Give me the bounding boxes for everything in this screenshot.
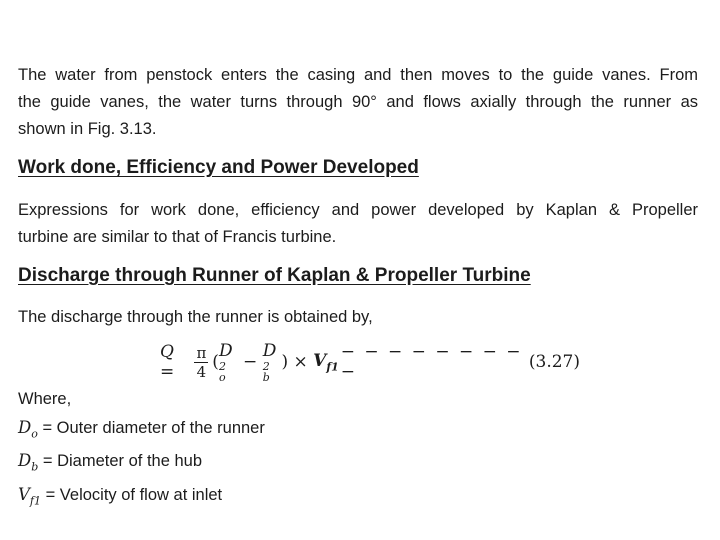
definition-flow-velocity: $V_{f1}$ = Velocity of flow at inlet: [18, 485, 223, 508]
discharge-intro: The discharge through the runner is obtained by,: [18, 308, 373, 326]
minus-sign: −: [237, 352, 263, 372]
expressions-line-1: Expressions for work done, efficiency and power developed by Kaplan & Propeller: [18, 201, 698, 219]
pi-over-four-fraction: [194, 344, 208, 381]
expressions-line-2: turbine are similar to that of Francis turbine.: [18, 228, 337, 246]
discharge-equation: [160, 340, 580, 384]
intro-paragraph: [18, 62, 698, 143]
outer-diameter-term: D 2 o: [218, 341, 233, 384]
expressions-paragraph: [18, 197, 698, 251]
heading-discharge: Discharge through Runner of Kaplan & Propeller Turbine: [18, 265, 531, 286]
paren-close-times: ) ×: [281, 352, 314, 372]
heading-work-done: Work done, Efficiency and Power Developed: [18, 157, 419, 178]
definitions-list: [18, 386, 265, 515]
flow-velocity-term: $V_{f1}$: [313, 350, 339, 374]
where-label: Where,: [18, 390, 72, 408]
intro-line-1: The water from penstock enters the casing and then moves to the guide vanes. From: [18, 66, 698, 84]
equation-number: (3.27): [528, 352, 580, 372]
definition-hub-diameter: $D_b$ = Diameter of the hub: [18, 451, 203, 474]
fraction-denominator: 4: [196, 362, 207, 381]
fraction-numerator: π: [196, 343, 207, 362]
intro-line-2: the guide vanes, the water turns through 90° and flows axially through the runner as: [18, 93, 698, 111]
intro-line-3: shown in Fig. 3.13.: [18, 120, 157, 138]
equation-leader-dashes: − − − − − − − − −: [340, 342, 523, 382]
hub-diameter-term: D 2 b: [262, 341, 277, 384]
paren-open: (: [212, 352, 219, 372]
equation-lhs: Q =: [160, 342, 175, 382]
definition-outer-diameter: $D_o$ = Outer diameter of the runner: [18, 417, 265, 440]
